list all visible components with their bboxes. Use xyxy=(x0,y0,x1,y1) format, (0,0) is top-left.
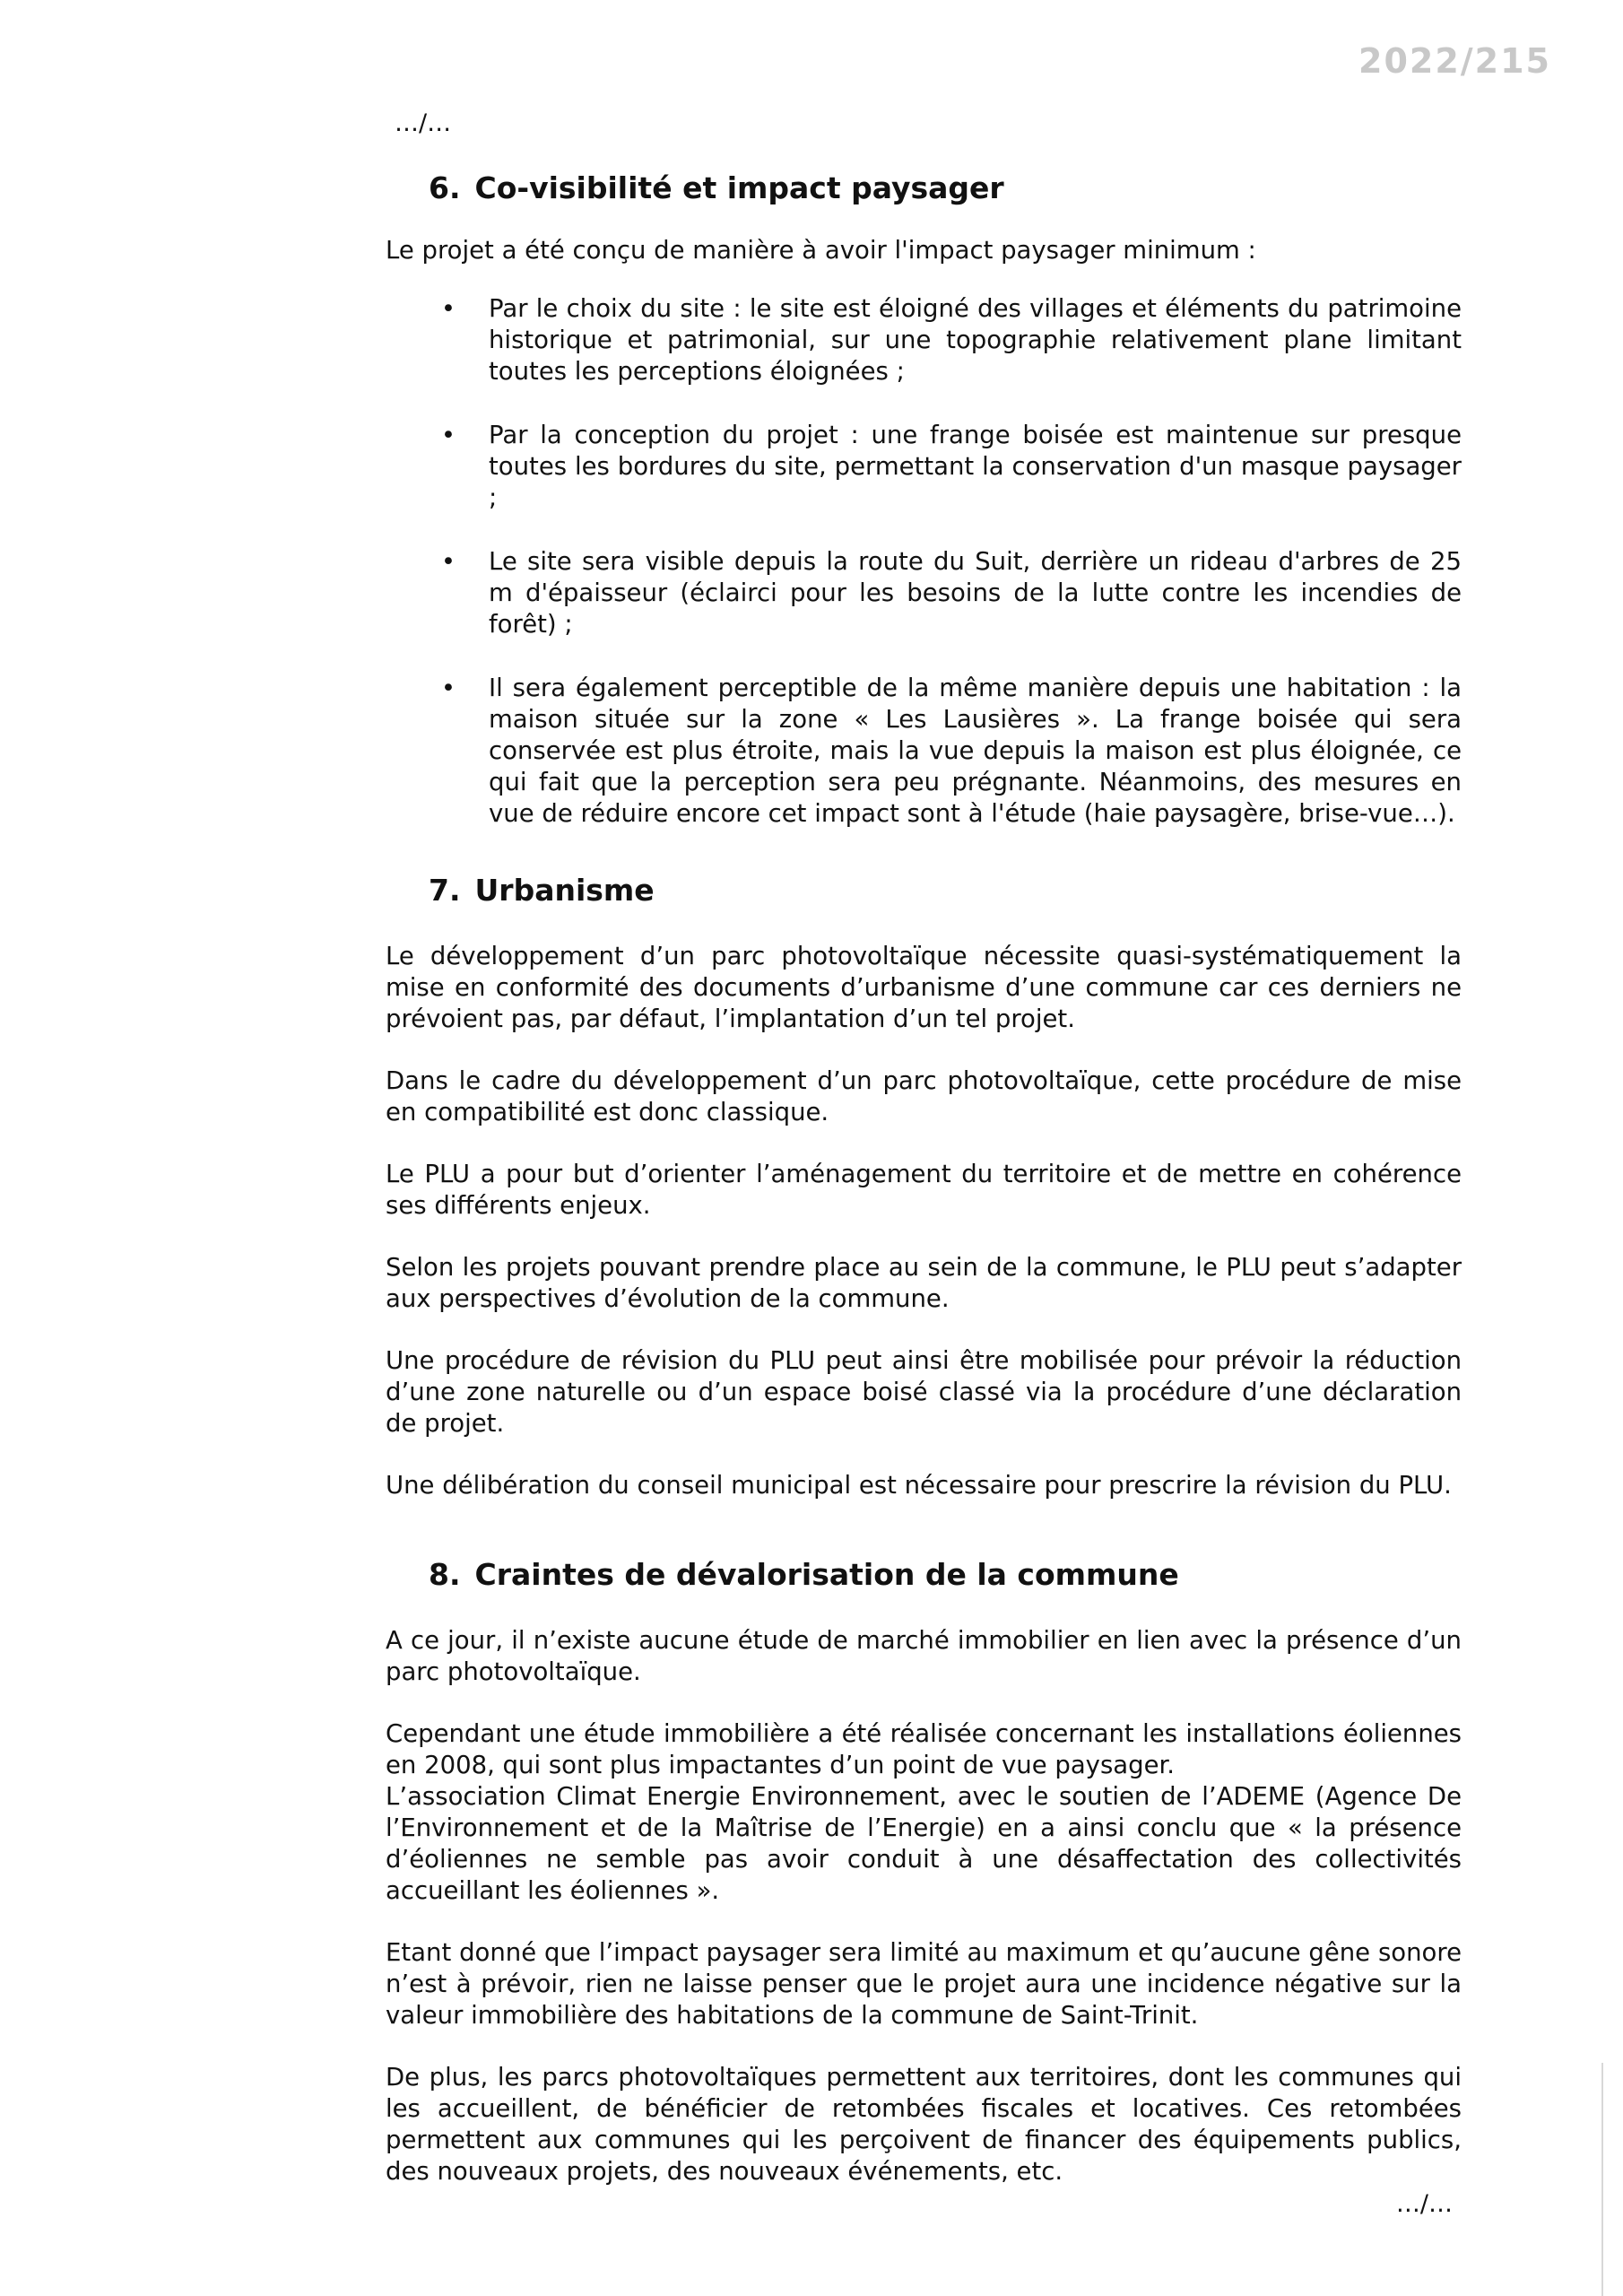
paragraph: Cependant une étude immobilière a été réalisée concernant les installations éoliennes en 2008, qui sont plus impactantes d’un point de vue paysager. xyxy=(386,1719,1462,1779)
paragraph: Le développement d’un parc photovoltaïque nécessite quasi-systématiquement la mise en conformité des documents d’urbanisme d’une commune car ces derniers ne prévoient pas, par défaut, l’implantation d’un tel projet. xyxy=(386,942,1462,1033)
list-item xyxy=(386,546,1462,640)
section-7-number: 7. xyxy=(429,873,461,908)
paragraph: Dans le cadre du développement d’un parc photovoltaïque, cette procédure de mise en compatibilité est donc classique. xyxy=(386,1066,1462,1126)
bullet-icon: • xyxy=(441,295,456,323)
paragraph: Une procédure de révision du PLU peut ainsi être mobilisée pour prévoir la réduction d’une zone naturelle ou d’un espace boisé classé via la procédure d’une déclaration de projet. xyxy=(386,1346,1462,1438)
section-8-title: Craintes de dévalorisation de la commune xyxy=(474,1557,1179,1592)
list-item xyxy=(386,673,1462,830)
paragraph: A ce jour, il n’existe aucune étude de marché immobilier en lien avec la présence d’un parc photovoltaïque. xyxy=(386,1626,1462,1686)
section-7 xyxy=(386,873,1462,1501)
bullet-icon: • xyxy=(441,674,456,702)
section-8 xyxy=(386,1557,1462,2187)
paragraph: Une délibération du conseil municipal est nécessaire pour prescrire la révision du PLU. xyxy=(386,1471,1452,1500)
section-6 xyxy=(386,170,1462,830)
list-item-text: Le site sera visible depuis la route du Suit, derrière un rideau d'arbres de 25 m d'épaisseur (éclairci pour les besoins de la lutte contre les incendies de forêt) ; xyxy=(489,547,1462,639)
section-7-heading xyxy=(386,873,1462,909)
continuation-mark-bottom: …/… xyxy=(1395,2190,1453,2218)
paragraph: Le PLU a pour but d’orienter l’aménagement du territoire et de mettre en cohérence ses différents enjeux. xyxy=(386,1160,1462,1220)
paragraph: Etant donné que l’impact paysager sera limité au maximum et qu’aucune gêne sonore n’est à prévoir, rien ne laisse penser que le projet aura une incidence négative sur la valeur immobilière des habitations de la commune de Saint-Trinit. xyxy=(386,1938,1462,2030)
section-7-title: Urbanisme xyxy=(474,873,655,908)
list-item xyxy=(386,293,1462,387)
paragraph: L’association Climat Energie Environnement, avec le soutien de l’ADEME (Agence De l’Environnement et de la Maîtrise de l’Energie) en a ainsi conclu que « la présence d’éoliennes ne semble pas avoir conduit à une désaffectation des collectivités accueillant les éoliennes ». xyxy=(386,1782,1462,1905)
paragraph: Selon les projets pouvant prendre place au sein de la commune, le PLU peut s’adapter aux perspectives d’évolution de la commune. xyxy=(386,1253,1462,1313)
continuation-mark-top: …/… xyxy=(395,109,452,137)
section-8-number: 8. xyxy=(429,1557,461,1592)
section-6-title: Co-visibilité et impact paysager xyxy=(474,170,1004,205)
section-8-heading xyxy=(386,1557,1462,1593)
section-6-number: 6. xyxy=(429,170,461,205)
scan-edge-line xyxy=(1601,2063,1603,2296)
list-item xyxy=(386,420,1462,514)
document-body xyxy=(386,170,1462,2187)
bullet-icon: • xyxy=(441,548,456,576)
list-item-text: Il sera également perceptible de la même manière depuis une habitation : la maison située sur la zone « Les Lausières ». La frange boisée qui sera conservée est plus étroite, mais la vue depuis la maison est plus éloignée, ce qui fait que la perception sera peu prégnante. Néanmoins, des mesures en vue de réduire encore cet impact sont à l'étude (haie paysagère, brise-vue…). xyxy=(489,674,1462,828)
paragraph: De plus, les parcs photovoltaïques permettent aux territoires, dont les communes qui les accueillent, de bénéficier de retombées fiscales et locatives. Ces retombées permettent aux communes qui les perçoivent de financer des équipements publics, des nouveaux projets, des nouveaux événements, etc. xyxy=(386,2063,1462,2186)
section-6-heading xyxy=(386,170,1462,206)
list-item-text: Par le choix du site : le site est éloigné des villages et éléments du patrimoine historique et patrimonial, sur une topographie relativement plane limitant toutes les perceptions éloignées ; xyxy=(489,294,1462,386)
list-item-text: Par la conception du projet : une frange boisée est maintenue sur presque toutes les bordures du site, permettant la conservation d'un masque paysager ; xyxy=(489,421,1462,512)
section-6-intro: Le projet a été conçu de manière à avoir l'impact paysager minimum : xyxy=(386,236,1256,265)
page-reference-stamp: 2022/215 xyxy=(1358,41,1551,81)
section-6-bullet-list xyxy=(386,293,1462,830)
bullet-icon: • xyxy=(441,422,456,449)
